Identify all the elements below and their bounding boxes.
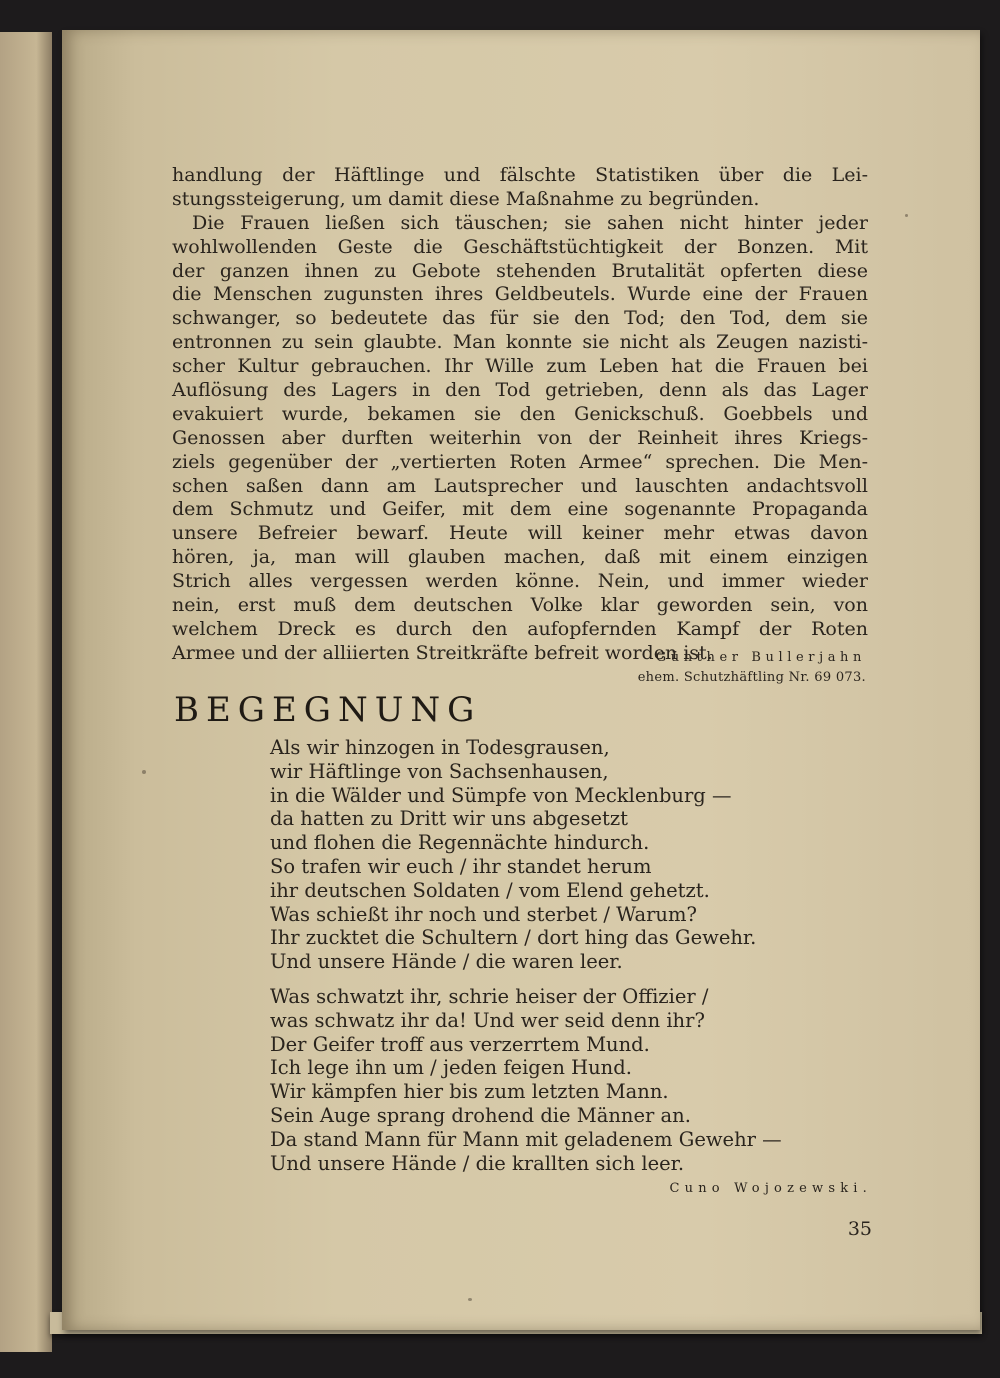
prose-line: der ganzen ihnen zu Gebote stehenden Brutalität opferten diese [172, 259, 868, 282]
prose-line: Genossen aber durften weiterhin von der Reinheit ihres Kriegs- [172, 426, 868, 449]
poem-line: und flohen die Regennächte hindurch. [270, 831, 650, 855]
paper-speck [142, 770, 146, 774]
poem-line: Da stand Mann für Mann mit geladenem Gewehr — [270, 1127, 782, 1151]
prose-line: nein, erst muß dem deutschen Volke klar geworden sein, von [172, 594, 868, 617]
author-info: ehem. Schutzhäftling Nr. 69 073. [637, 670, 866, 685]
poem-line: was schwatz ihr da! Und wer seid denn ihr? [270, 1008, 705, 1032]
poem-line: Sein Auge sprang drohend die Männer an. [270, 1103, 691, 1127]
prose-block [172, 164, 868, 666]
facing-page-edge [0, 32, 52, 1352]
poem-line: Was schießt ihr noch und sterbet / Warum? [270, 902, 697, 926]
prose-line: Armee und der alliierten Streitkräfte befreit worden ist. [172, 641, 713, 664]
poem-line: Und unsere Hände / die krallten sich leer. [270, 1151, 685, 1175]
poem-line: Wir kämpfen hier bis zum letzten Mann. [270, 1080, 669, 1104]
poem-stanza-1 [270, 736, 830, 974]
poem-line: ihr deutschen Soldaten / vom Elend gehetzt. [270, 878, 710, 902]
poem-line: da hatten zu Dritt wir uns abgesetzt [270, 807, 628, 831]
poem-line: wir Häftlinge von Sachsenhausen, [270, 759, 609, 783]
prose-line: Auflösung des Lagers in den Tod getrieben, denn als das Lager [172, 379, 868, 402]
poem-line: Als wir hinzogen in Todesgrausen, [270, 736, 610, 759]
prose-signature [602, 648, 866, 688]
prose-line: ziels gegenüber der „vertierten Roten Armee“ sprechen. Die Men- [172, 450, 868, 473]
prose-line: schwanger, so bedeutete das für sie den Tod; den Tod, dem sie [172, 307, 868, 330]
prose-line: scher Kultur gebrauchen. Ihr Wille zum Leben hat die Frauen bei [172, 355, 868, 378]
poem-title: BEGEGNUNG [174, 690, 482, 730]
prose-line: hören, ja, man will glauben machen, daß mit einem einzigen [172, 546, 868, 569]
paper-speck [905, 214, 908, 217]
prose-line: die Menschen zugunsten ihres Geldbeutels. Wurde eine der Frauen [172, 283, 868, 306]
book-page [62, 30, 980, 1330]
prose-line: dem Schmutz und Geifer, mit dem eine sogenannte Propaganda [172, 498, 868, 521]
poem-line: So trafen wir euch / ihr standet herum [270, 854, 652, 878]
prose-line: handlung der Häftlinge und fälschte Statistiken über die Lei- [172, 164, 868, 186]
paper-speck [468, 1298, 472, 1301]
poem-line: Ich lege ihn um / jeden feigen Hund. [270, 1056, 632, 1080]
poem-line: Was schwatzt ihr, schrie heiser der Offizier / [270, 984, 709, 1008]
prose-line: unsere Befreier bewarf. Heute will keiner mehr etwas davon [172, 522, 868, 545]
poem-stanza-2 [270, 985, 830, 1175]
poem-line: Und unsere Hände / die waren leer. [270, 950, 623, 974]
prose-line: Die Frauen ließen sich täuschen; sie sahen nicht hinter jeder [192, 211, 868, 234]
prose-line: entronnen zu sein glaubte. Man konnte sie nicht als Zeugen nazisti- [172, 331, 868, 354]
prose-line: evakuiert wurde, bekamen sie den Genickschuß. Goebbels und [172, 402, 868, 425]
author-name: Günther Bullerjahn [655, 650, 866, 665]
page-number: 35 [847, 1218, 872, 1240]
poem-signature: Cuno Wojozewski. [669, 1181, 872, 1196]
prose-line: stungssteigerung, um damit diese Maßnahme zu begründen. [172, 187, 760, 210]
prose-line: Strich alles vergessen werden könne. Nein, und immer wieder [172, 570, 868, 593]
poem-line: Ihr zucktet die Schultern / dort hing das Gewehr. [270, 926, 757, 950]
prose-line: welchem Dreck es durch den aufopfernden Kampf der Roten [172, 617, 868, 640]
prose-line: schen saßen dann am Lautsprecher und lauschten andachtsvoll [172, 474, 868, 497]
poem-line: in die Wälder und Sümpfe von Mecklenburg — [270, 783, 732, 807]
poem [270, 736, 830, 1175]
prose-line: wohlwollenden Geste die Geschäftstüchtigkeit der Bonzen. Mit [172, 235, 868, 258]
poem-line: Der Geifer troff aus verzerrtem Mund. [270, 1032, 650, 1056]
